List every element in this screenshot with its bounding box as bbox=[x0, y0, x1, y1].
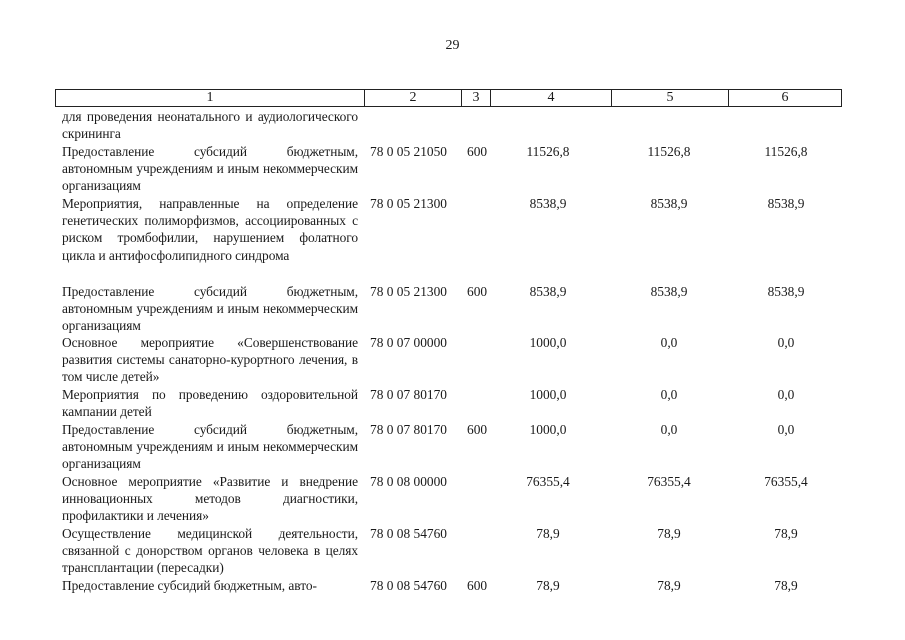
row-kind: 600 bbox=[467, 578, 488, 593]
row-value-col6: 8538,9 bbox=[767, 196, 805, 211]
row-name: Предоставление субсидий бюджетным, автономным учреждениям и иным некоммерческим организациям bbox=[62, 422, 358, 472]
row-code: 78 0 05 21050 bbox=[370, 144, 447, 159]
header-col-6: 6 bbox=[781, 90, 789, 105]
row-kind: 600 bbox=[467, 284, 488, 299]
row-value-col6: 78,9 bbox=[774, 526, 798, 541]
header-col-5: 5 bbox=[612, 90, 729, 106]
row-code: 78 0 07 80170 bbox=[370, 387, 447, 402]
row-value-col6: 11526,8 bbox=[764, 144, 808, 159]
row-name: Основное мероприятие «Развитие и внедрение инновационных методов диагностики, профилактики и лечения» bbox=[62, 474, 358, 524]
row-value-col6: 0,0 bbox=[777, 422, 795, 437]
row-value-col5: 76355,4 bbox=[647, 474, 691, 489]
row-value-col5: 78,9 bbox=[657, 578, 681, 593]
row-code: 78 0 08 00000 bbox=[370, 474, 447, 489]
row-value-col4: 76355,4 bbox=[526, 474, 570, 489]
row-value-col6: 8538,9 bbox=[767, 284, 805, 299]
row-value-col5: 0,0 bbox=[660, 335, 678, 350]
row-kind: 600 bbox=[467, 144, 488, 159]
row-value-col5: 0,0 bbox=[660, 422, 678, 437]
row-value-col4: 1000,0 bbox=[529, 422, 567, 437]
row-code: 78 0 08 54760 bbox=[370, 578, 447, 593]
row-code: 78 0 05 21300 bbox=[370, 196, 447, 211]
row-code: 78 0 08 54760 bbox=[370, 526, 447, 541]
row-code: 78 0 07 80170 bbox=[370, 422, 447, 437]
page-number: 29 bbox=[445, 38, 460, 53]
header-col-1: 1 bbox=[56, 90, 365, 106]
row-value-col4: 1000,0 bbox=[529, 387, 567, 402]
row-value-col4: 78,9 bbox=[536, 526, 560, 541]
header-col-3: 3 bbox=[462, 90, 491, 106]
row-kind: 600 bbox=[467, 422, 488, 437]
row-name: Предоставление субсидий бюджетным, авто- bbox=[62, 578, 317, 593]
row-value-col6: 78,9 bbox=[774, 578, 798, 593]
row-value-col4: 1000,0 bbox=[529, 335, 567, 350]
row-value-col6: 0,0 bbox=[777, 335, 795, 350]
row-value-col4: 11526,8 bbox=[526, 144, 570, 159]
row-value-col5: 0,0 bbox=[660, 387, 678, 402]
row-value-col6: 0,0 bbox=[777, 387, 795, 402]
row-value-col4: 78,9 bbox=[536, 578, 560, 593]
row-value-col5: 8538,9 bbox=[650, 196, 688, 211]
row-value-col5: 78,9 bbox=[657, 526, 681, 541]
header-col-4: 4 bbox=[491, 90, 612, 106]
row-code: 78 0 05 21300 bbox=[370, 284, 447, 299]
row-name: Осуществление медицинской деятельности, связанной с донорством органов человека в целях трансплантации (пересадки) bbox=[62, 526, 358, 576]
row-name: Предоставление субсидий бюджетным, автономным учреждениям и иным некоммерческим организациям bbox=[62, 144, 358, 194]
header-col-2: 2 bbox=[365, 90, 462, 106]
row-value-col6: 76355,4 bbox=[764, 474, 808, 489]
row-value-col5: 11526,8 bbox=[647, 144, 691, 159]
row-name: Мероприятия по проведению оздоровительной кампании детей bbox=[62, 387, 358, 420]
row-name: Предоставление субсидий бюджетным, автономным учреждениям и иным некоммерческим организациям bbox=[62, 284, 358, 334]
row-code: 78 0 07 00000 bbox=[370, 335, 447, 350]
row-name: для проведения неонатального и аудиологического скрининга bbox=[62, 109, 358, 142]
row-name: Мероприятия, направленные на определение генетических полиморфизмов, ассоциированных с риском тромбофилии, нарушением фолатного цикла и антифосфолипидного синдрома bbox=[62, 196, 358, 263]
row-value-col4: 8538,9 bbox=[529, 196, 567, 211]
row-value-col5: 8538,9 bbox=[650, 284, 688, 299]
row-value-col4: 8538,9 bbox=[529, 284, 567, 299]
row-name: Основное мероприятие «Совершенствование развития системы санаторно-курортного лечения, в том числе детей» bbox=[62, 335, 358, 385]
